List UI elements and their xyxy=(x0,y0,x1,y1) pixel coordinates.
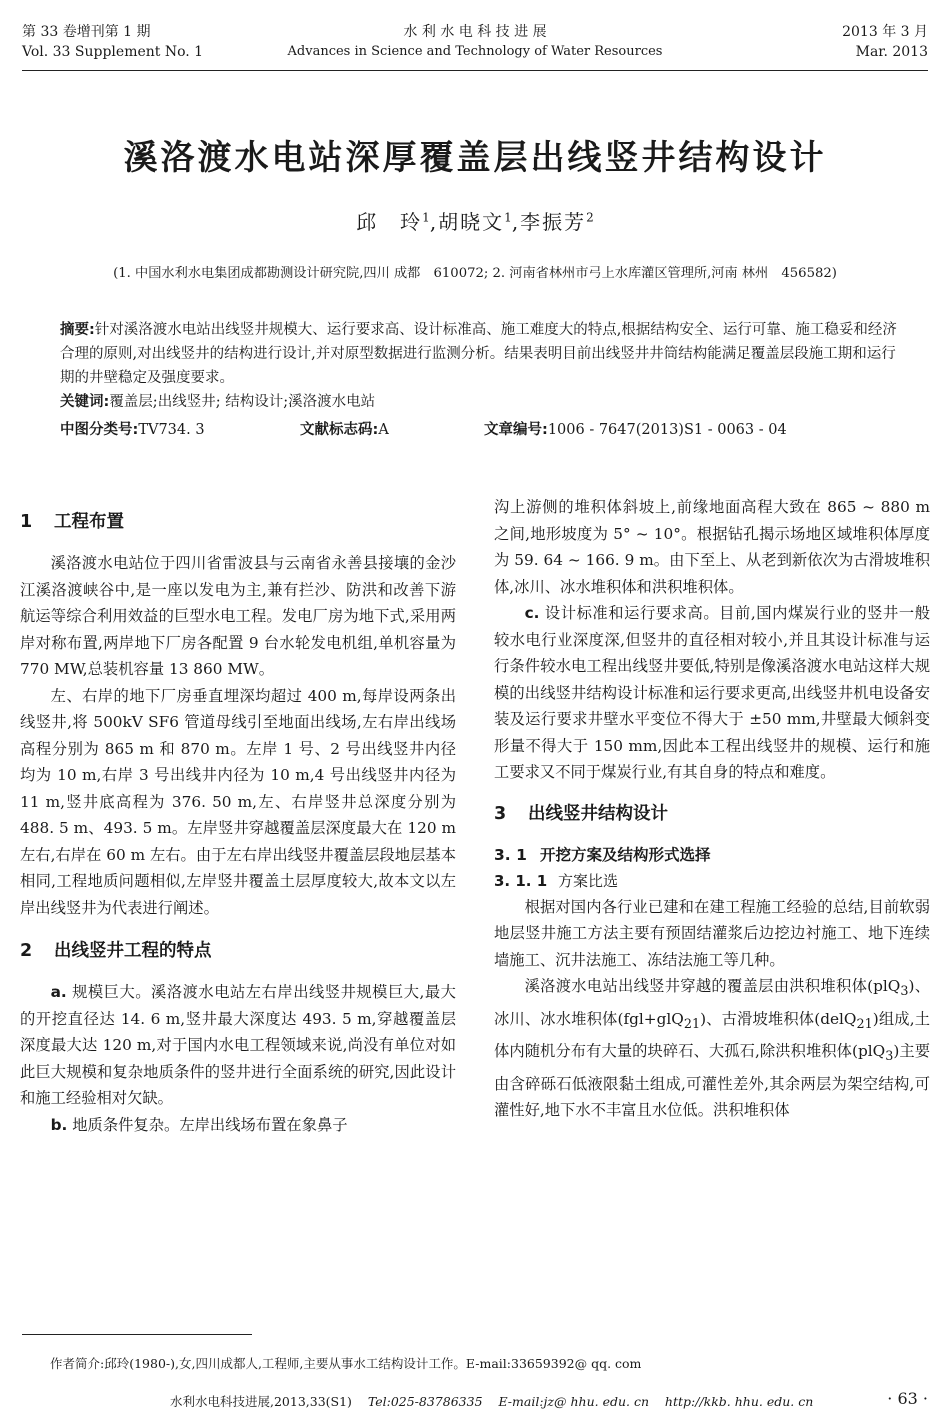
footnote-rule xyxy=(22,1334,252,1335)
text-run: 溪洛渡水电站出线竖井穿越的覆盖层由洪积堆积体(plQ xyxy=(524,977,901,995)
footer-url[interactable]: http://kkb. hhu. edu. cn xyxy=(664,1394,814,1409)
header-rule xyxy=(22,70,928,71)
paragraph: 溪洛渡水电站位于四川省雷波县与云南省永善县接壤的金沙江溪洛渡峡谷中,是一座以发电为主,兼有拦沙、防洪和改善下游航运等综合利用效益的巨型水电工程。发电厂房为地下式,采用两岸对称布置,两岸地下厂房各配置 9 台水轮发电机组,单机容量为 770 MW,总装机容量 13 860 MW。 xyxy=(20,554,456,678)
paragraph xyxy=(20,979,456,1112)
paragraph xyxy=(20,1112,456,1139)
author-name: 李振芳 xyxy=(520,210,587,234)
paragraph: 根据对国内各行业已建和在建工程施工经验的总结,目前软弱地层竖井施工方法主要有预固结灌浆后边挖边衬施工、地下连续墙施工、沉井法施工、冻结法施工等几种。 xyxy=(494,897,930,969)
subsection-number: 3. 1 xyxy=(494,845,527,864)
author-affil-mark: 2 xyxy=(586,210,594,225)
text-run: )、冰川、冰水堆积体(fgl+glQ xyxy=(494,977,930,1028)
author-name: 胡晓文 xyxy=(438,210,505,234)
abstract xyxy=(60,318,902,390)
affiliations: (1. 中国水利水电集团成都勘测设计研究院,四川 成都 610072; 2. 河南省林州市弓上水库灌区管理所,河南 林州 456582) xyxy=(113,266,837,281)
article-value: 1006 - 7647(2013)S1 - 0063 - 04 xyxy=(547,422,787,438)
item-label: c. xyxy=(524,604,540,622)
abstract-label: 摘要: xyxy=(60,322,95,338)
abstract-text: 针对溪洛渡水电站出线竖井规模大、运行要求高、设计标准高、施工难度大的特点,根据结构安全、运行可靠、施工稳妥和经济合理的原则,对出线竖井的结构进行设计,并对原型数据进行监测分析。结果表明目前出线竖井井筒结构能满足覆盖层段施工期和运行期的井壁稳定及强度要求。 xyxy=(60,322,897,386)
footer-journal: 水利水电科技进展,2013,33(S1) xyxy=(170,1394,352,1409)
section-heading xyxy=(20,508,456,536)
date-cn: 2013 年 3 月 xyxy=(842,24,928,40)
clc-label: 中图分类号: xyxy=(60,422,139,438)
date-en: Mar. 2013 xyxy=(855,44,928,60)
volume-en: Vol. 33 Supplement No. 1 xyxy=(22,44,204,60)
subsection-title: 开挖方案及结构形式选择 xyxy=(540,845,711,864)
section-title: 出线竖井工程的特点 xyxy=(54,941,212,961)
section-title: 出线竖井结构设计 xyxy=(528,803,668,824)
text-run: )主要由含碎砾石低液限黏土组成,可灌性差外,其余两层为架空结构,可灌性好,地下水不丰富且水位低。洪积堆积体 xyxy=(494,1042,930,1120)
author-footnote: 作者简介:邱玲(1980-),女,四川成都人,工程师,主要从事水工结构设计工作。E-mail:33659392@ qq. com xyxy=(50,1356,642,1371)
section-number: 2 xyxy=(20,941,33,961)
document-code xyxy=(300,418,484,442)
keywords xyxy=(60,390,902,414)
author-affil-mark: 1 xyxy=(504,210,512,225)
section-number: 1 xyxy=(20,512,33,532)
item-label: b. xyxy=(50,1115,68,1134)
paragraph xyxy=(494,600,930,786)
paragraph xyxy=(494,973,930,1124)
item-label: a. xyxy=(50,983,67,1001)
item-text: 地质条件复杂。左岸出线场布置在象鼻子 xyxy=(72,1115,348,1134)
footer-tel: Tel:025-83786335 xyxy=(367,1394,483,1409)
text-run: )组成,土体内随机分布有大量的块碎石、大孤石,除洪积堆积体(plQ xyxy=(494,1009,930,1061)
subscript: 21 xyxy=(683,1016,701,1032)
article-label: 文章编号: xyxy=(484,422,548,438)
journal-cn: 水 利 水 电 科 技 进 展 xyxy=(403,24,547,40)
right-column xyxy=(494,494,930,1124)
clc-number xyxy=(60,418,300,442)
item-text: 设计标准和运行要求高。目前,国内煤炭行业的竖井一般较水电行业深度深,但竖井的直径相对较小,并且其设计标准与运行条件较水电工程出线竖井要低,特别是像溪洛渡水电站这样大规模的出线竖井结构设计标准和运行要求更高,出线竖井机电设备安装及运行要求井壁水平变位不得大于 ±50 mm,井壁最大倾斜变形量不得大于 150 mm,因此本工程出线竖井的规模、运行和施工要求又不同于煤炭行业,有其自身的特点和难度。 xyxy=(494,604,930,781)
text-run: )、古滑坡堆积体(delQ xyxy=(700,1009,857,1028)
doc-label: 文献标志码: xyxy=(300,422,379,438)
clc-value: TV734. 3 xyxy=(138,422,205,438)
abstract-block xyxy=(60,318,902,442)
journal-en: Advances in Science and Technology of Water Resources xyxy=(287,44,663,59)
subsubsection-title: 方案比选 xyxy=(558,871,619,890)
author-list: 邱 玲$^1$,胡晓文$^1$,李振芳$^2$ xyxy=(356,210,594,234)
subscript: 3 xyxy=(900,984,909,1000)
subsubsection-number: 3. 1. 1 xyxy=(494,871,548,890)
author-name: 邱 玲 xyxy=(356,210,423,234)
paragraph: 左、右岸的地下厂房垂直埋深均超过 400 m,每岸设两条出线竖井,将 500kV SF6 管道母线引至地面出线场,左右岸出线场高程分别为 865 m 和 870 m。左岸 1 号、2 号出线竖井内径均为 10 m,右岸 3 号出线井内径为 10 m,4 号出线竖井内径为 11 m,竖井底高程为 376. 50 m,左、右岸竖井总深度分别为 488. 5 m、493. 5 m。左岸竖井穿越覆盖层深度最大在 120 m 左右,右岸在 60 m 左右。由于左右岸出线竖井覆盖层段地层基本相同,工程地质问题相似,左岸竖井覆盖土层厚度较大,故本文以左岸出线竖井为代表进行阐述。 xyxy=(20,686,456,917)
section-title: 工程布置 xyxy=(54,512,124,532)
section-heading xyxy=(20,937,456,965)
page-number: · 63 · xyxy=(887,1389,928,1408)
section-heading xyxy=(494,800,930,828)
subscript: 21 xyxy=(856,1016,873,1032)
running-header xyxy=(22,22,928,70)
author-affil-mark: 1 xyxy=(422,210,430,225)
item-text: 规模巨大。溪洛渡水电站左右岸出线竖井规模巨大,最大的开挖直径达 14. 6 m,竖井最大深度达 493. 5 m,穿越覆盖层深度最大达 120 m,对于国内水电工程领域来说,尚没有单位对如此巨大规模和复杂地质条件的竖井进行全面系统的研究,因此设计和施工经验相对欠缺。 xyxy=(20,983,456,1107)
keywords-label: 关键词: xyxy=(60,394,110,410)
paragraph: 沟上游侧的堆积体斜坡上,前缘地面高程大致在 865 ~ 880 m 之间,地形坡度为 5° ~ 10°。根据钻孔揭示场地区域堆积体厚度为 59. 64 ~ 166. 9 m。由下至上、从老到新依次为古滑坡堆积体,冰川、冰水堆积体和洪积堆积体。 xyxy=(494,498,930,596)
classification-line xyxy=(60,418,902,442)
footer-info xyxy=(170,1392,813,1410)
article-number xyxy=(484,418,787,442)
paper-title: 溪洛渡水电站深厚覆盖层出线竖井结构设计 xyxy=(123,138,827,178)
volume-cn: 第 33 卷增刊第 1 期 xyxy=(22,24,151,40)
subsection-heading xyxy=(494,842,930,868)
subscript: 3 xyxy=(885,1049,894,1065)
section-number: 3 xyxy=(494,803,507,824)
doc-value: A xyxy=(378,422,389,438)
left-column xyxy=(20,496,456,1138)
footer-email: E-mail:jz@ hhu. edu. cn xyxy=(498,1394,650,1409)
keywords-text: 覆盖层;出线竖井; 结构设计;溪洛渡水电站 xyxy=(109,394,376,410)
header-center xyxy=(22,22,928,62)
subsubsection-heading xyxy=(494,868,930,894)
header-right xyxy=(842,22,928,62)
